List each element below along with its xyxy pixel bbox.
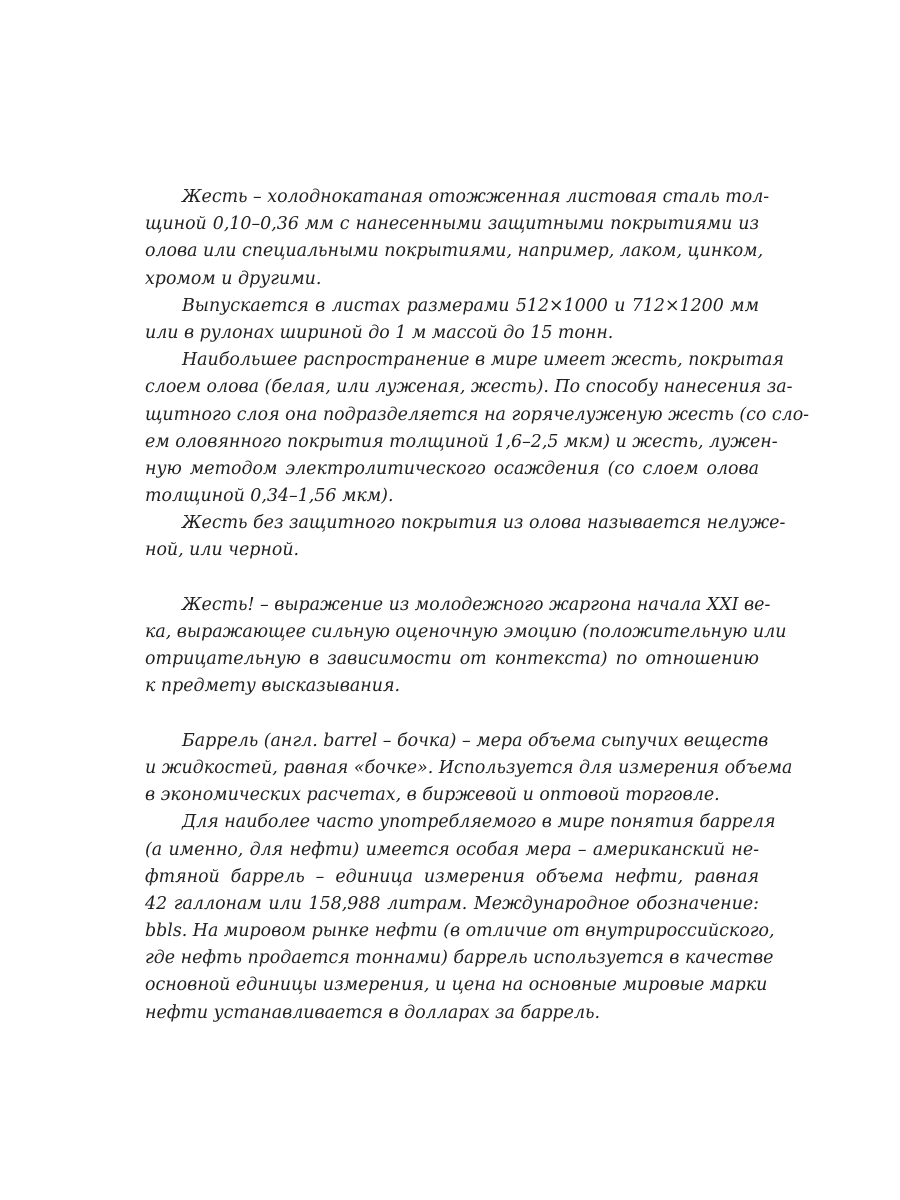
text-line: отрицательную в зависимости от контекста) по отношению bbox=[145, 649, 759, 670]
text-line: нефти устанавливается в долларах за баррель. bbox=[145, 1002, 601, 1023]
text-line: ную методом электролитического осаждения (со слоем олова bbox=[145, 458, 759, 479]
text-line: щитного слоя она подразделяется на горячелуженую жесть (со сло- bbox=[145, 404, 810, 425]
text-line: Жесть! – выражение из молодежного жаргона начала XXI ве- bbox=[182, 594, 771, 615]
text-line: или в рулонах шириной до 1 м массой до 15 тонн. bbox=[145, 322, 614, 343]
text-line: Жесть – холоднокатаная отожженная листовая сталь тол- bbox=[182, 187, 770, 207]
text-line: где нефть продается тоннами) баррель используется в качестве bbox=[145, 948, 774, 969]
text-line: фтяной баррель – единица измерения объема нефти, равная bbox=[145, 866, 759, 887]
text-line: олова или специальными покрытиями, например, лаком, цинком, bbox=[145, 241, 764, 262]
paragraph-sheet-sizes bbox=[145, 293, 759, 347]
text-line: Для наиболее часто употребляемого в мире понятия барреля bbox=[182, 812, 776, 833]
text-line: толщиной 0,34–1,56 мкм). bbox=[145, 486, 394, 507]
text-line: Наибольшее распространение в мире имеет жесть, покрытая bbox=[182, 350, 784, 371]
text-line: ка, выражающее сильную оценочную эмоцию (положительную или bbox=[145, 622, 787, 642]
paragraph-tin-plate-definition bbox=[145, 184, 770, 293]
text-line: ем оловянного покрытия толщиной 1,6–2,5 мкм) и жесть, лужен- bbox=[145, 431, 778, 452]
paragraph-gap bbox=[145, 565, 759, 592]
paragraph-oil-barrel bbox=[145, 809, 776, 1027]
paragraph-gap bbox=[145, 701, 759, 728]
text-line: хромом и другими. bbox=[145, 268, 322, 289]
paragraph-tin-coating bbox=[145, 347, 810, 510]
text-line: bbls. На мировом рынке нефти (в отличие от внутрироссийского, bbox=[145, 921, 775, 942]
text-line: в экономических расчетах, в биржевой и оптовой торговле. bbox=[145, 785, 720, 806]
text-line: и жидкостей, равная «бочке». Используется для измерения объема bbox=[145, 757, 793, 778]
paragraph-slang-meaning bbox=[145, 592, 787, 701]
text-line: Баррель (англ. barrel – бочка) – мера объема сыпучих веществ bbox=[182, 730, 769, 751]
text-line: к предмету высказывания. bbox=[145, 676, 400, 697]
text-line: слоем олова (белая, или луженая, жесть). По способу нанесения за- bbox=[145, 377, 793, 398]
text-line: ной, или черной. bbox=[145, 540, 300, 561]
text-line: Выпускается в листах размерами 512×1000 и 712×1200 мм bbox=[182, 295, 759, 316]
text-line: основной единицы измерения, и цена на основные мировые марки bbox=[145, 975, 768, 996]
text-line: Жесть без защитного покрытия из олова называется нелуже- bbox=[182, 513, 786, 534]
paragraph-black-plate bbox=[145, 510, 786, 564]
text-line: 42 галлонам или 158,988 литрам. Международное обозначение: bbox=[145, 893, 759, 914]
text-line: щиной 0,10–0,36 мм с нанесенными защитными покрытиями из bbox=[145, 214, 759, 235]
paragraph-barrel-definition bbox=[145, 728, 793, 810]
text-line: (а именно, для нефти) имеется особая мера – американский не- bbox=[145, 839, 759, 860]
page-text bbox=[145, 184, 810, 1027]
